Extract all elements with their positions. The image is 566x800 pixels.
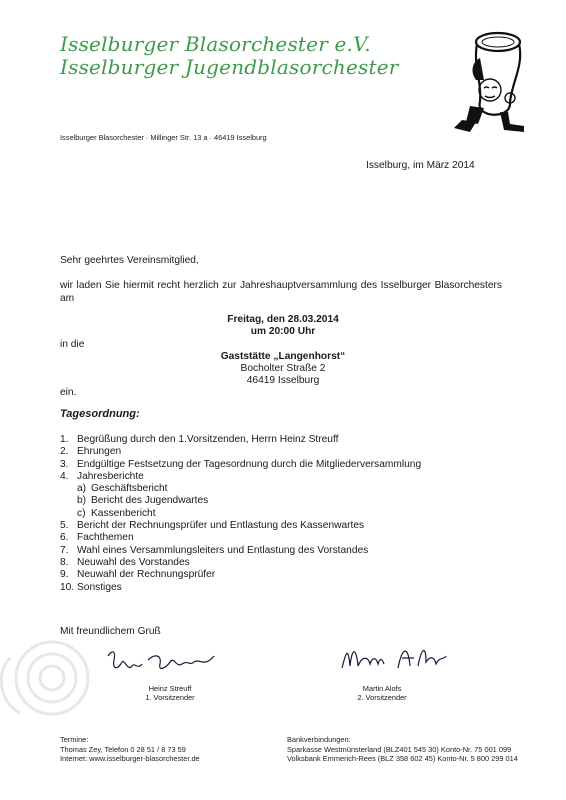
horn-watermark (0, 628, 120, 728)
termine-contact: Thomas Zey, Telefon 0 28 51 / 8 73 59 (60, 744, 186, 754)
agenda-item: 5. Bericht der Rechnungsprüfer und Entlastung des Kassenwartes (60, 520, 365, 532)
bank-volksbank: Volksbank Emmerich-Rees (BLZ 358 602 45) Konto-Nr. 5 800 299 014 (287, 754, 518, 764)
footer-bank (287, 735, 518, 764)
agenda-item: 3. Endgültige Festsetzung der Tagesordnung durch die Mitgliederversammlung (60, 458, 422, 470)
closing-greeting: Mit freundlichem Gruß (60, 626, 161, 637)
agenda-item: 7. Wahl eines Versammlungsleiters und Entlastung des Vorstandes (60, 544, 369, 556)
agenda-item: 4. Jahresberichte (60, 470, 144, 482)
bank-label: Bankverbindungen: (287, 735, 351, 744)
org-name-line1: Isselburger Blasorchester e.V. (60, 32, 371, 56)
org-name-line2: Isselburger Jugendblasorchester (60, 55, 399, 79)
event-date: Freitag, den 28.03.2014 (227, 314, 339, 325)
venue-street: Bocholter Straße 2 (240, 363, 326, 374)
place-date: Isselburg, im März 2014 (366, 160, 475, 171)
agenda-item: 9. Neuwahl der Rechnungsprüfer (60, 569, 216, 581)
footer-termine (60, 735, 200, 764)
signer-1 (110, 684, 230, 702)
agenda-title: Tagesordnung: (60, 408, 140, 420)
ein-text: ein. (60, 387, 77, 398)
in-die-text: in die (60, 339, 85, 350)
signer-1-role: 1. Vorsitzender (145, 693, 195, 702)
venue-city: 46419 Isselburg (246, 375, 320, 386)
agenda-list (60, 434, 421, 594)
venue-name: Gaststätte „Langenhorst“ (220, 351, 346, 362)
termine-label: Termine: (60, 735, 89, 744)
event-time: um 20:00 Uhr (250, 326, 316, 337)
signer-2-name: Martin Alofs (362, 684, 402, 693)
salutation: Sehr geehrtes Vereinsmitglied, (60, 255, 199, 266)
signature-heinz-streuff (104, 646, 224, 682)
agenda-subitem: a) Geschäftsbericht (77, 483, 168, 495)
agenda-item: 6. Fachthemen (60, 532, 134, 544)
signature-martin-alofs (336, 638, 456, 678)
agenda-item: 2. Ehrungen (60, 446, 122, 458)
signer-2 (322, 684, 442, 702)
signer-1-name: Heinz Streuff (148, 684, 192, 693)
agenda-subitem: b) Bericht des Jugendwartes (77, 495, 209, 507)
agenda-subitem: c) Kassenbericht (77, 507, 156, 519)
intro-paragraph: wir laden Sie hiermit recht herzlich zur Jahreshauptversammlung des Isselburger Blasorchesters am (60, 280, 502, 304)
agenda-item: 8. Neuwahl des Vorstandes (60, 556, 190, 568)
tuba-player-logo (440, 20, 550, 145)
agenda-item: 1. Begrüßung durch den 1.Vorsitzenden, Herrn Heinz Streuff (60, 434, 339, 445)
sender-address-line: Isselburger Blasorchester · Millinger Str. 13 a · 46419 Isselburg (60, 133, 267, 142)
termine-website: Internet: www.isselburger-blasorchester.de (60, 754, 200, 764)
agenda-item: 10. Sonstiges (60, 581, 122, 593)
bank-sparkasse: Sparkasse Westmünsterland (BLZ401 545 30) Konto-Nr. 75 001 099 (287, 744, 512, 754)
signer-2-role: 2. Vorsitzender (357, 693, 407, 702)
